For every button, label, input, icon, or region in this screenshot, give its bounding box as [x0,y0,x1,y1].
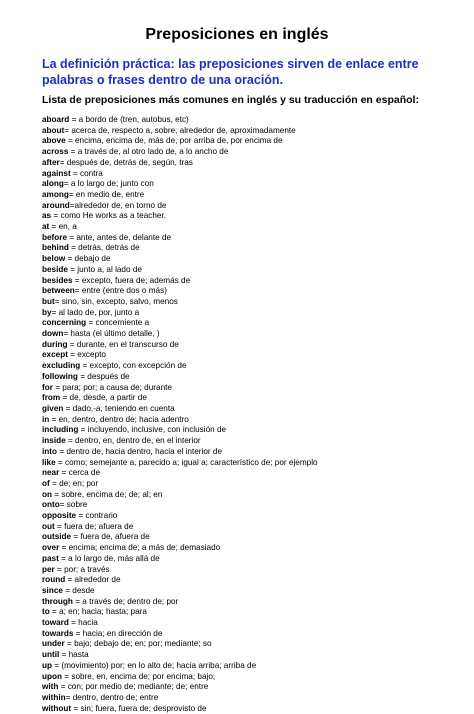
list-heading: Lista de preposiciones más comunes en inglés y su traducción en español: [42,94,419,106]
preposition-translation: = concerniente a [86,318,150,328]
preposition-translation: = sobre [59,500,88,510]
preposition-translation: = junto a, al lado de [67,264,142,274]
preposition-translation: = por; a través [54,564,110,574]
preposition-translation: = cerca de [59,468,101,478]
preposition-translation: = hasta [59,650,89,660]
preposition-translation: = después de [77,371,130,381]
list-item [42,415,462,426]
list-item [42,126,462,137]
preposition-translation: = dentro de, hacia dentro, hacia el interior de [57,446,223,456]
preposition-term: since [42,585,63,595]
preposition-term: past [42,553,59,563]
preposition-translation: = a lo largo de; junto con [63,179,154,189]
preposition-term: around [42,200,70,210]
list-item [42,500,462,511]
preposition-term: through [42,596,73,606]
preposition-translation: = sino, sin, excepto, salvo, menos [54,296,178,306]
list-item [42,136,462,147]
preposition-term: near [42,468,60,478]
preposition-translation: = a través de; dentro de; por [72,596,179,606]
list-item [42,329,462,340]
preposition-term: per [42,564,55,574]
preposition-translation: = al lado de, por, junto a [51,307,140,317]
list-item [42,383,462,394]
preposition-translation: = fuera de; afuera de [54,521,134,531]
preposition-term: with [42,682,59,692]
list-item [42,629,462,640]
preposition-list [42,115,462,714]
list-item [42,254,462,265]
preposition-translation: = detrás, detrás de [68,243,140,253]
preposition-term: onto [42,500,60,510]
preposition-term: behind [42,243,69,253]
preposition-translation: = encima, encima de, más de, por arriba de, por encima de [65,136,283,146]
preposition-term: above [42,136,66,146]
preposition-term: at [42,222,50,232]
preposition-term: against [42,168,71,178]
preposition-translation: = dentro, en, dentro de, en el interior [65,436,201,446]
preposition-term: for [42,382,53,392]
preposition-translation: = de; en; por [49,478,99,488]
preposition-term: opposite [42,511,77,521]
preposition-term: aboard [42,115,70,124]
list-item [42,618,462,629]
preposition-term: within [42,692,66,702]
preposition-translation: = como He works as a teacher. [51,211,167,221]
preposition-translation: = a lo largo de, más allá de [58,553,160,563]
list-item [42,682,462,693]
preposition-term: as [42,211,52,221]
preposition-term: like [42,457,56,467]
list-item [42,597,462,608]
list-item [42,201,462,212]
list-item [42,447,462,458]
preposition-term: about [42,125,65,135]
preposition-term: after [42,157,60,167]
list-item [42,693,462,704]
preposition-translation: = contra [70,168,103,178]
list-item [42,436,462,447]
preposition-term: except [42,350,68,360]
preposition-translation: = en medio de, entre [68,189,145,199]
list-item [42,297,462,308]
list-item [42,308,462,319]
preposition-term: concerning [42,318,87,328]
preposition-term: beside [42,264,68,274]
list-item [42,532,462,543]
preposition-term: without [42,703,72,713]
list-item [42,672,462,683]
list-item [42,350,462,361]
list-item [42,190,462,201]
preposition-term: during [42,339,68,349]
list-item [42,233,462,244]
preposition-translation: = hasta (el último detalle, ) [63,329,160,339]
list-item [42,115,462,126]
preposition-translation: = incluyendo, inclusive, con inclusión de [78,425,227,435]
list-item [42,479,462,490]
preposition-term: besides [42,275,73,285]
list-item [42,425,462,436]
list-item [42,565,462,576]
preposition-term: by [42,307,52,317]
page-title: Preposiciones en inglés [145,26,329,43]
preposition-term: toward [42,618,69,628]
preposition-translation: = sin; fuera, fuera de; desprovisto de [71,703,207,713]
preposition-term: upon [42,671,63,681]
preposition-term: excluding [42,361,81,371]
preposition-term: up [42,660,53,670]
preposition-translation: = como; semejante a, parecido a; igual a; característico de; por ejemplo [55,457,318,467]
preposition-translation: = bajo; debajo de; en; por; mediante; so [64,639,212,649]
preposition-term: following [42,371,78,381]
list-item [42,393,462,404]
list-item [42,650,462,661]
list-item [42,554,462,565]
preposition-term: towards [42,628,74,638]
preposition-translation: = entre (entre dos o más) [74,286,167,296]
preposition-translation: = para; por; a causa de; durante [52,382,172,392]
list-item [42,265,462,276]
preposition-translation: = excepto, fuera de; además de [72,275,191,285]
preposition-term: out [42,521,55,531]
preposition-term: over [42,543,60,553]
preposition-term: below [42,254,66,264]
list-item [42,158,462,169]
list-item [42,586,462,597]
preposition-translation: = sobre, encima de; de; al; en [52,489,163,499]
list-item [42,340,462,351]
preposition-translation: = debajo de [65,254,111,264]
preposition-term: between [42,286,75,296]
preposition-translation: = a; en; hacia; hasta; para [49,607,147,617]
list-item [42,372,462,383]
preposition-term: under [42,639,65,649]
preposition-term: across [42,147,69,157]
preposition-translation: = dado,-a, teniendo en cuenta [63,403,175,413]
preposition-translation: = hacia [68,618,98,628]
preposition-translation: = fuera de, afuera de [71,532,150,542]
preposition-translation: = contrario [76,511,118,521]
preposition-term: but [42,296,55,306]
list-item [42,511,462,522]
list-item [42,276,462,287]
preposition-term: to [42,607,50,617]
preposition-translation: = después de, detrás de, según, tras [59,157,193,167]
list-item [42,468,462,479]
preposition-term: on [42,489,53,499]
list-item [42,490,462,501]
list-item [42,286,462,297]
preposition-term: in [42,414,50,424]
list-item [42,243,462,254]
preposition-translation: = ante, antes de, delante de [67,232,172,242]
list-item [42,704,462,714]
preposition-translation: = dentro, dentro de; entre [65,692,159,702]
preposition-translation: = encima; encima de; a más de; demasiado [59,543,221,553]
preposition-term: including [42,425,79,435]
preposition-term: inside [42,436,66,446]
preposition-term: into [42,446,58,456]
preposition-translation: = a bordo de (tren, autobus, etc) [69,115,189,124]
preposition-translation: = de, desde, a partir de [60,393,147,403]
preposition-translation: = con; por medio de; mediante; de; entre [58,682,209,692]
list-item [42,575,462,586]
preposition-translation: = alrededor de [65,575,121,585]
preposition-translation: = desde [62,585,95,595]
preposition-term: along [42,179,64,189]
preposition-term: given [42,403,64,413]
list-item [42,361,462,372]
preposition-term: down [42,329,64,339]
preposition-translation: =alrededor de, en torno de [69,200,167,210]
preposition-term: before [42,232,68,242]
list-item [42,211,462,222]
preposition-term: round [42,575,66,585]
preposition-translation: = excepto, con excepción de [80,361,187,371]
list-item [42,543,462,554]
preposition-term: from [42,393,61,403]
preposition-translation: = en, a [49,222,77,232]
list-item [42,318,462,329]
preposition-translation: = en, dentro, dentro de; hacia adentro [49,414,189,424]
preposition-term: until [42,650,60,660]
preposition-translation: = excepto [67,350,106,360]
preposition-translation: = acerca de, respecto a, sobre, alrededor de, aproximadamente [64,125,296,135]
preposition-translation: = durante, en el transcurso de [67,339,179,349]
preposition-term: of [42,478,50,488]
list-item [42,522,462,533]
list-item [42,458,462,469]
list-item [42,169,462,180]
preposition-translation: = hacia; en dirección de [73,628,163,638]
preposition-translation: = a través de, al otro lado de, a lo ancho de [68,147,229,157]
definition-text: La definición práctica: las preposiciones sirven de enlace entre palabras o frases dentro de una oración. [42,57,419,87]
list-item [42,179,462,190]
preposition-term: outside [42,532,72,542]
preposition-term: among [42,189,69,199]
list-item [42,404,462,415]
preposition-translation: = (movimiento) por; en lo alto de; hacia arriba; arriba de [52,660,257,670]
list-item [42,222,462,233]
list-item [42,607,462,618]
list-item [42,147,462,158]
preposition-translation: = sobre, en, encima de; por encima; bajo; [62,671,216,681]
list-item [42,639,462,650]
